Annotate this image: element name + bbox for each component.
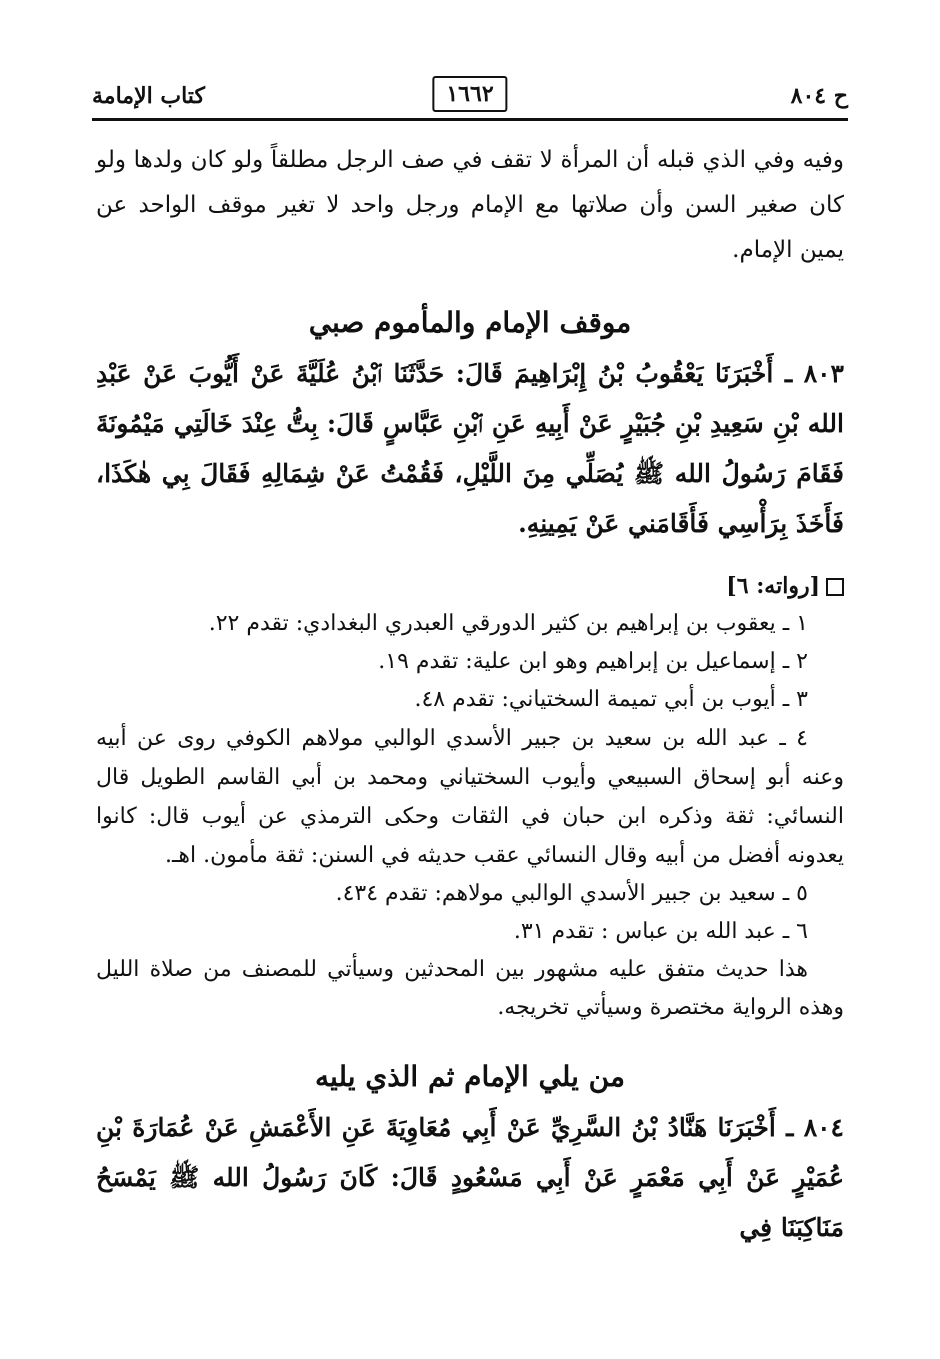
intro-paragraph: وفيه وفي الذي قبله أن المرأة لا تقف في صف الرجل مطلقاً ولو كان ولدها ولو كان صغير السن وأن صلاتها مع الإمام ورجل واحد لا تغير موقف الواحد عن يمين الإمام. xyxy=(96,147,844,263)
narrator-item: ٢ ـ إسماعيل بن إبراهيم وهو ابن علية: تقدم ١٩. xyxy=(378,649,808,674)
page-number: ١٦٦٢ xyxy=(432,76,507,112)
hadith-804-text: ٨٠٤ ـ أَخْبَرَنَا هَنَّادُ بْنُ السَّرِيِّ عَنْ أَبِي مُعَاوِيَةَ عَنِ الأَعْمَشِ عَنْ عُمَارَةَ بْنِ عُمَيْرٍ عَنْ أَبِي مَعْمَرٍ عَنْ أَبِي مَسْعُودٍ قَالَ: كَانَ رَسُولُ الله ﷺ يَمْسَحُ مَنَاكِبَنَا فِي xyxy=(96,1113,844,1242)
hadith-range-label: ح ٨٠٤ xyxy=(790,83,848,109)
section-heading-1: موقف الإمام والمأموم صبي xyxy=(308,306,632,339)
narrators-count-label: [رواته: ٦] xyxy=(726,573,820,599)
narrator-item: ٦ ـ عبد الله بن عباس : تقدم ٣١. xyxy=(513,919,808,944)
page-body xyxy=(96,138,844,1253)
checkbox-icon xyxy=(826,578,844,596)
page-header xyxy=(92,74,848,116)
narrators-list xyxy=(96,605,844,951)
section-heading-2: من يلي الإمام ثم الذي يليه xyxy=(315,1060,625,1093)
narrator-item: ٤ ـ عبد الله بن سعيد بن جبير الأسدي الوالبي مولاهم الكوفي روى عن أبيه وعنه أبو إسحاق السبيعي وأيوب السختياني ومحمد بن أبي القاسم الطويل قال النسائي: ثقة وذكره ابن حبان في الثقات وحكى الترمذي عن أيوب قال: كانوا يعدونه أفضل من أبيه وقال النسائي عقب حديثه في السنن: ثقة مأمون. اهـ. xyxy=(96,726,844,868)
book-title: كتاب الإمامة xyxy=(92,83,205,109)
narrator-item: ٣ ـ أيوب بن أبي تميمة السختياني: تقدم ٤٨. xyxy=(414,687,808,712)
narrator-item: ٥ ـ سعيد بن جبير الأسدي الوالبي مولاهم: تقدم ٤٣٤. xyxy=(335,881,808,906)
narrators-header xyxy=(96,567,844,605)
narrator-item: ١ ـ يعقوب بن إبراهيم بن كثير الدورقي العبدري البغدادي: تقدم ٢٢. xyxy=(208,611,808,636)
header-divider xyxy=(92,118,848,121)
takhrij-note: هذا حديث متفق عليه مشهور بين المحدثين وسيأتي للمصنف من صلاة الليل وهذه الرواية مختصرة وسيأتي تخريجه. xyxy=(96,957,844,1020)
hadith-803-text: ٨٠٣ ـ أَخْبَرَنَا يَعْقُوبُ بْنُ إِبْرَاهِيمَ قَالَ: حَدَّثَنَا ٱبْنُ عُلَيَّةَ عَنْ أَيُّوبَ عَنْ عَبْدِ الله بْنِ سَعِيدِ بْنِ جُبَيْرٍ عَنْ أَبِيهِ عَنِ ٱبْنِ عَبَّاسٍ قَالَ: بِتُّ عِنْدَ خَالَتِي مَيْمُونَةَ فَقَامَ رَسُولُ الله ﷺ يُصَلِّي مِنَ اللَّيْلِ، فَقُمْتُ عَنْ شِمَالِهِ فَقَالَ بِي هٰكَذَا، فَأَخَذَ بِرَأْسِي فَأَقَامَني عَنْ يَمِينِهِ. xyxy=(96,359,844,538)
